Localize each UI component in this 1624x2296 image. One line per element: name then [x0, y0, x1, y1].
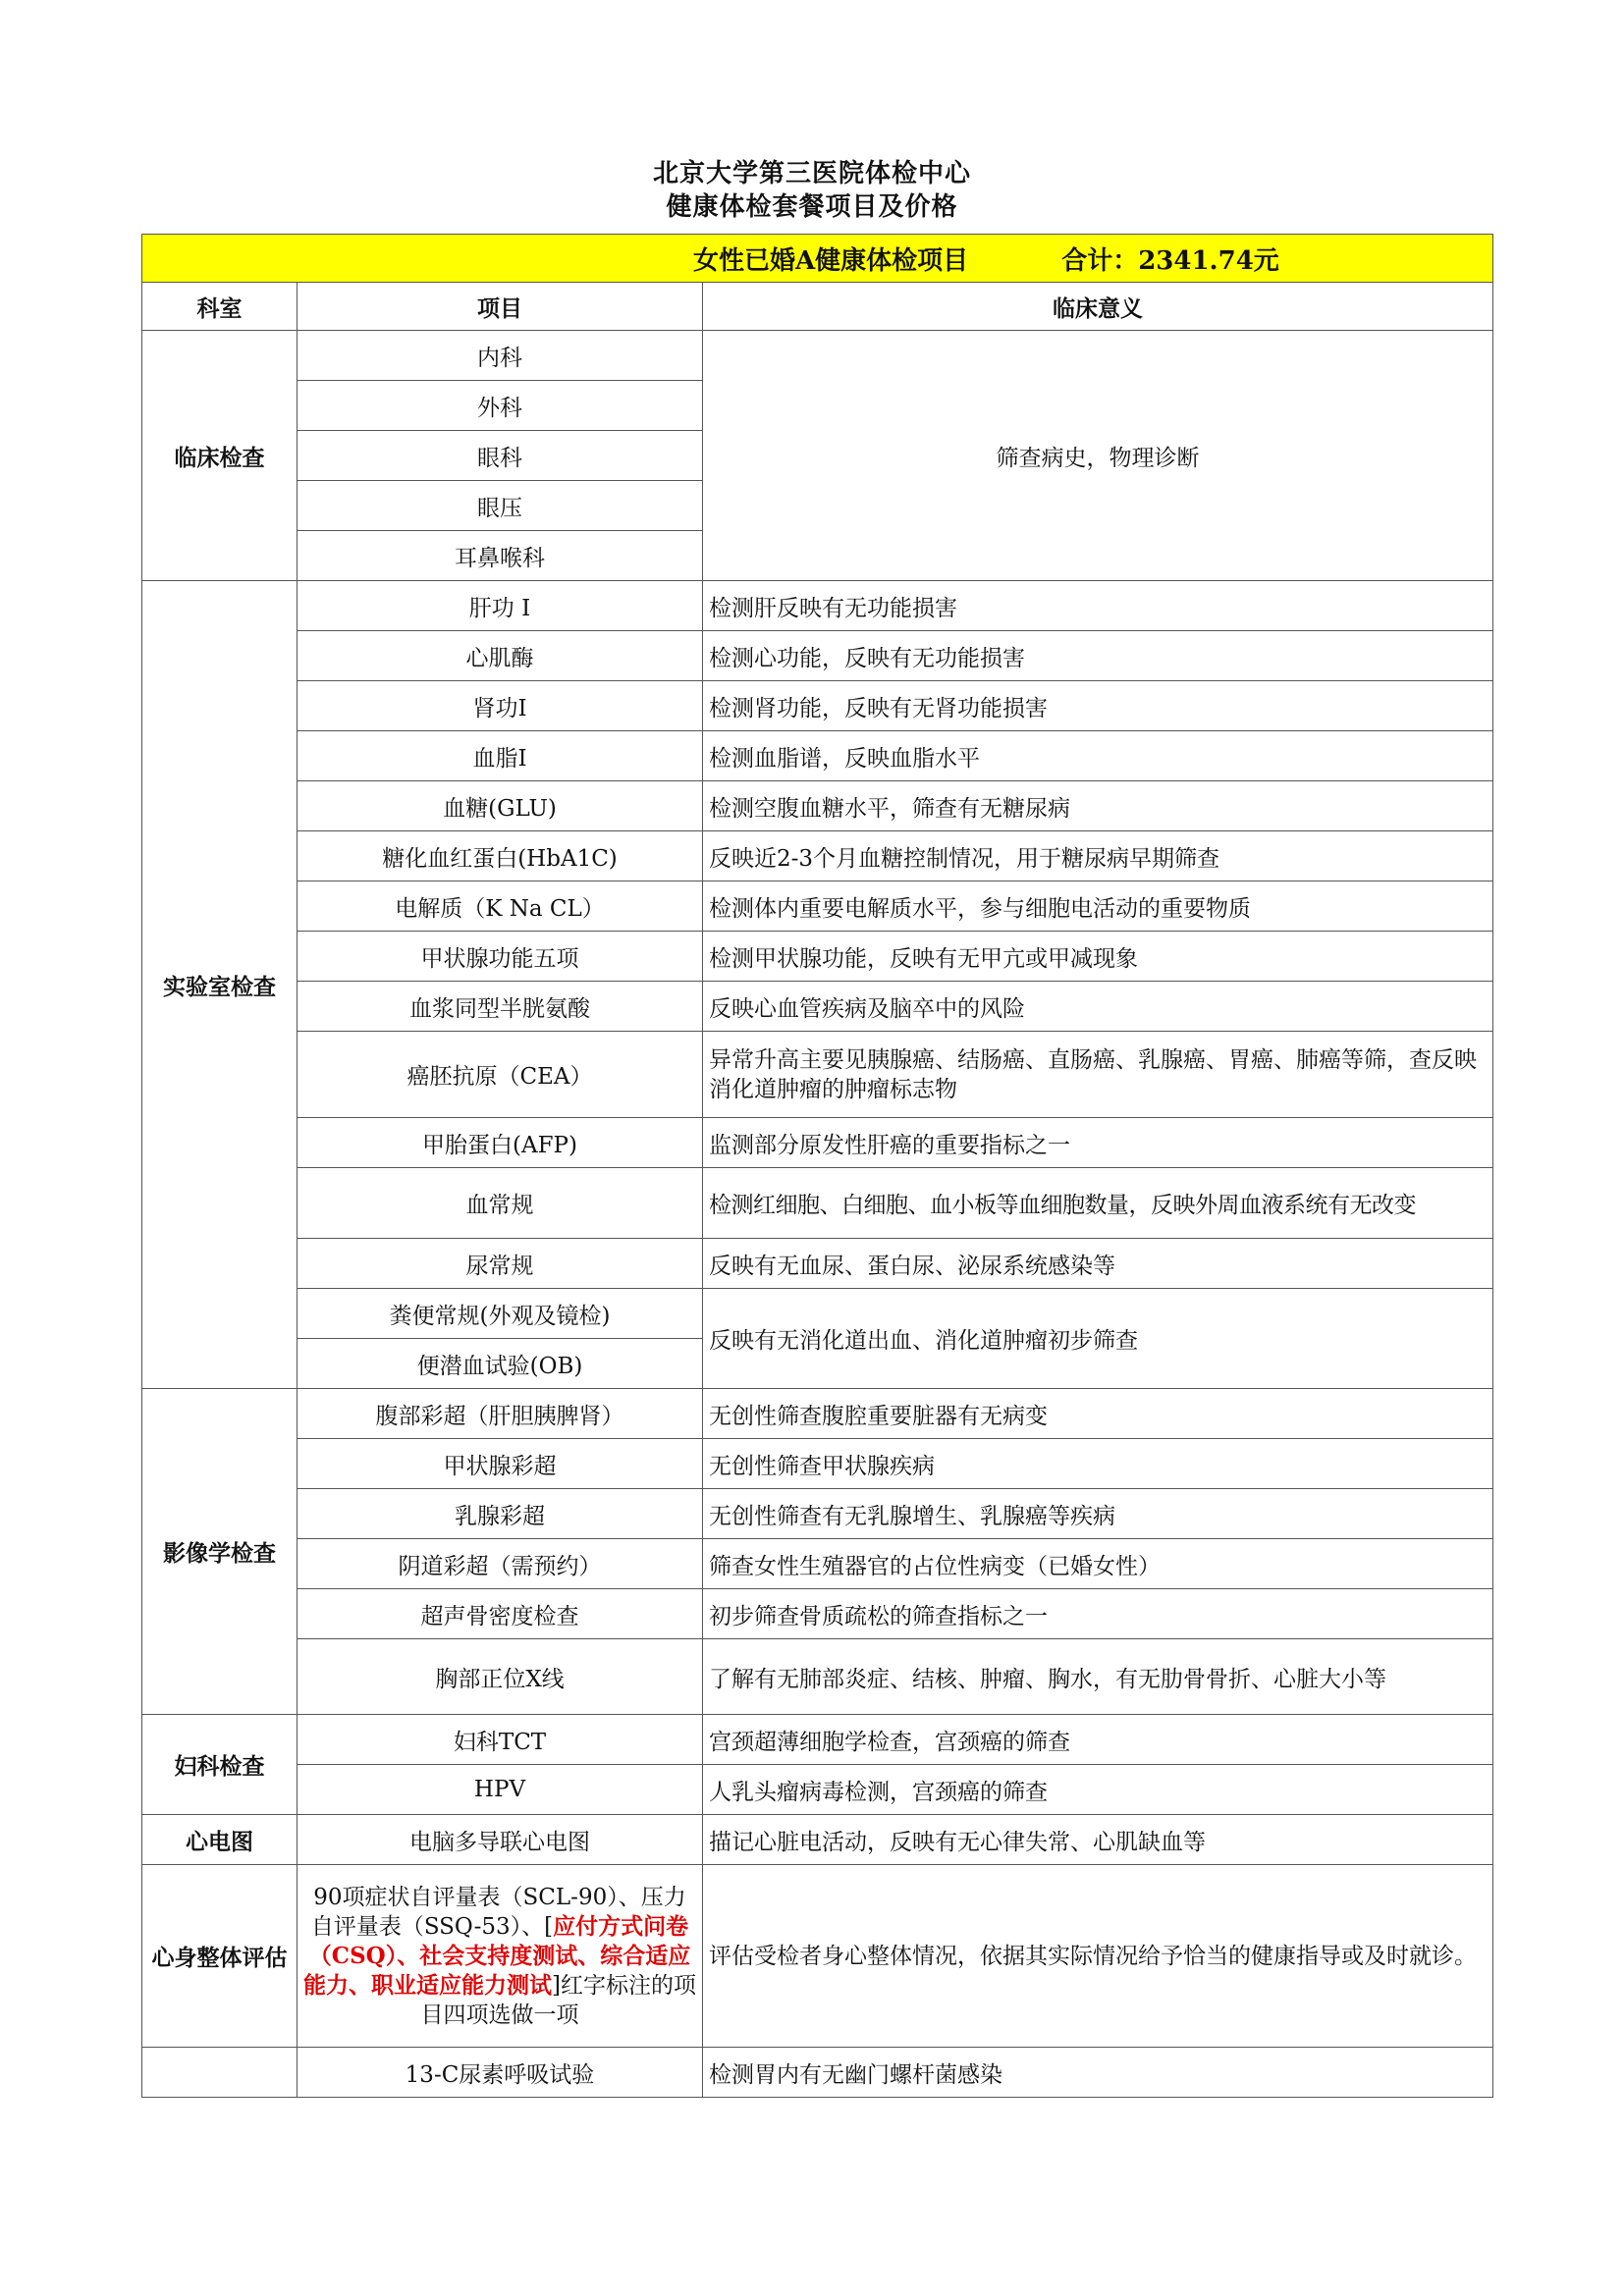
psych-item-cell: [298, 1865, 703, 2048]
table-row: [142, 881, 1493, 932]
item-cell: 糖化血红蛋白(HbA1C): [298, 831, 703, 881]
psych-item-text: 90项症状自评量表（SCL-90）、压力自评量表（SSQ-53）、[: [310, 1884, 686, 1940]
table-row: [142, 1865, 1493, 2048]
dept-cell-empty: [142, 2048, 298, 2098]
item-cell: 癌胚抗原（CEA）: [298, 1032, 703, 1118]
item-cell: 妇科TCT: [298, 1715, 703, 1765]
psych-item-highlight: 应付方式问卷（CSQ）、社会支持度测试、综合适应能力、职业适应能力测试: [303, 1912, 691, 1999]
meaning-cell: 无创性筛查甲状腺疾病: [703, 1439, 1493, 1489]
item-cell: 肝功 I: [298, 581, 703, 631]
table-row: [142, 1032, 1493, 1118]
table-row: [142, 932, 1493, 982]
package-total: 合计：2341.74元: [1061, 245, 1279, 276]
item-cell: 内科: [298, 331, 703, 381]
table-row: [142, 681, 1493, 731]
meaning-cell: 检测肝反映有无功能损害: [703, 581, 1493, 631]
meaning-cell: 了解有无肺部炎症、结核、肿瘤、胸水，有无肋骨骨折、心脏大小等: [703, 1639, 1493, 1715]
item-cell: 胸部正位X线: [298, 1639, 703, 1715]
column-header-dept: 科室: [142, 283, 298, 331]
item-cell: 眼压: [298, 481, 703, 531]
column-header-meaning: 临床意义: [703, 283, 1493, 331]
item-cell: 血浆同型半胱氨酸: [298, 982, 703, 1032]
meaning-cell: 检测心功能，反映有无功能损害: [703, 631, 1493, 681]
page-header: [0, 157, 1624, 224]
meaning-cell: 检测体内重要电解质水平，参与细胞电活动的重要物质: [703, 881, 1493, 932]
item-cell: 血糖(GLU): [298, 781, 703, 831]
item-cell: 眼科: [298, 431, 703, 481]
meaning-cell: 筛查病史，物理诊断: [703, 331, 1493, 581]
meaning-cell: 反映有无血尿、蛋白尿、泌尿系统感染等: [703, 1239, 1493, 1289]
table-row: [142, 1639, 1493, 1715]
item-cell: 乳腺彩超: [298, 1489, 703, 1539]
item-cell: 心肌酶: [298, 631, 703, 681]
table-row: [142, 1389, 1493, 1439]
table-row: [142, 982, 1493, 1032]
meaning-cell: 评估受检者身心整体情况，依据其实际情况给予恰当的健康指导或及时就诊。: [703, 1865, 1493, 2048]
meaning-cell: 人乳头瘤病毒检测，宫颈癌的筛查: [703, 1765, 1493, 1815]
package-name: 女性已婚A健康体检项目: [693, 245, 969, 276]
meaning-cell: 无创性筛查腹腔重要脏器有无病变: [703, 1389, 1493, 1439]
meaning-cell: 检测甲状腺功能，反映有无甲亢或甲减现象: [703, 932, 1493, 982]
meaning-cell: 异常升高主要见胰腺癌、结肠癌、直肠癌、乳腺癌、胃癌、肺癌等筛，查反映消化道肿瘤的肿瘤标志物: [703, 1032, 1493, 1118]
table-row: [142, 1815, 1493, 1865]
item-cell: HPV: [298, 1765, 703, 1815]
meaning-cell: 筛查女性生殖器官的占位性病变（已婚女性）: [703, 1539, 1493, 1589]
meaning-cell: 描记心脏电活动，反映有无心律失常、心肌缺血等: [703, 1815, 1493, 1865]
meaning-cell: 检测血脂谱，反映血脂水平: [703, 731, 1493, 781]
table-row: [142, 331, 1493, 381]
item-cell: 甲胎蛋白(AFP): [298, 1118, 703, 1168]
table-row: [142, 1715, 1493, 1765]
checkup-table: [141, 234, 1493, 2098]
item-cell: 外科: [298, 381, 703, 431]
table-row: [142, 1118, 1493, 1168]
table-row: [142, 1539, 1493, 1589]
item-cell: 血常规: [298, 1168, 703, 1239]
table-row: [142, 1765, 1493, 1815]
meaning-cell: 检测红细胞、白细胞、血小板等血细胞数量，反映外周血液系统有无改变: [703, 1168, 1493, 1239]
table-row: [142, 631, 1493, 681]
item-cell: 电脑多导联心电图: [298, 1815, 703, 1865]
column-header-row: [142, 283, 1493, 331]
dept-cell-clinical: 临床检查: [142, 331, 298, 581]
package-banner: [142, 235, 1493, 283]
meaning-cell: 检测空腹血糖水平，筛查有无糖尿病: [703, 781, 1493, 831]
page-title: 北京大学第三医院体检中心: [652, 159, 971, 188]
item-cell: 尿常规: [298, 1239, 703, 1289]
dept-cell-gyn: 妇科检查: [142, 1715, 298, 1815]
meaning-cell: 反映心血管疾病及脑卒中的风险: [703, 982, 1493, 1032]
column-header-item: 项目: [298, 283, 703, 331]
meaning-cell: 初步筛查骨质疏松的筛查指标之一: [703, 1589, 1493, 1639]
table-row: [142, 1489, 1493, 1539]
item-cell: 阴道彩超（需预约）: [298, 1539, 703, 1589]
item-cell: 粪便常规(外观及镜检): [298, 1289, 703, 1339]
dept-cell-imaging: 影像学检查: [142, 1389, 298, 1715]
table-row: [142, 1168, 1493, 1239]
table-row: [142, 1589, 1493, 1639]
table-row: [142, 581, 1493, 631]
dept-cell-ecg: 心电图: [142, 1815, 298, 1865]
item-cell: 腹部彩超（肝胆胰脾肾）: [298, 1389, 703, 1439]
item-cell: 血脂I: [298, 731, 703, 781]
meaning-cell: 无创性筛查有无乳腺增生、乳腺癌等疾病: [703, 1489, 1493, 1539]
item-cell: 甲状腺彩超: [298, 1439, 703, 1489]
meaning-cell: 监测部分原发性肝癌的重要指标之一: [703, 1118, 1493, 1168]
item-cell: 超声骨密度检查: [298, 1589, 703, 1639]
dept-cell-psych: 心身整体评估: [142, 1865, 298, 2048]
item-cell: 甲状腺功能五项: [298, 932, 703, 982]
item-cell: 耳鼻喉科: [298, 531, 703, 581]
table-row: [142, 1239, 1493, 1289]
table-row: [142, 1439, 1493, 1489]
table-row: [142, 731, 1493, 781]
meaning-cell: 反映有无消化道出血、消化道肿瘤初步筛查: [703, 1289, 1493, 1389]
item-cell: 肾功I: [298, 681, 703, 731]
table-row: [142, 781, 1493, 831]
dept-cell-lab: 实验室检查: [142, 581, 298, 1389]
meaning-cell: 反映近2-3个月血糖控制情况，用于糖尿病早期筛查: [703, 831, 1493, 881]
page-subtitle: 健康体检套餐项目及价格: [666, 192, 958, 222]
table-row: [142, 2048, 1493, 2098]
item-cell: 13-C尿素呼吸试验: [298, 2048, 703, 2098]
psych-item-note: ]红字标注的项目四项选做一项: [420, 1972, 696, 2028]
meaning-cell: 宫颈超薄细胞学检查，宫颈癌的筛查: [703, 1715, 1493, 1765]
item-cell: 便潜血试验(OB): [298, 1339, 703, 1389]
meaning-cell: 检测肾功能，反映有无肾功能损害: [703, 681, 1493, 731]
item-cell: 电解质（K Na CL）: [298, 881, 703, 932]
meaning-cell: 检测胃内有无幽门螺杆菌感染: [703, 2048, 1493, 2098]
table-row: [142, 1289, 1493, 1339]
table-row: [142, 831, 1493, 881]
